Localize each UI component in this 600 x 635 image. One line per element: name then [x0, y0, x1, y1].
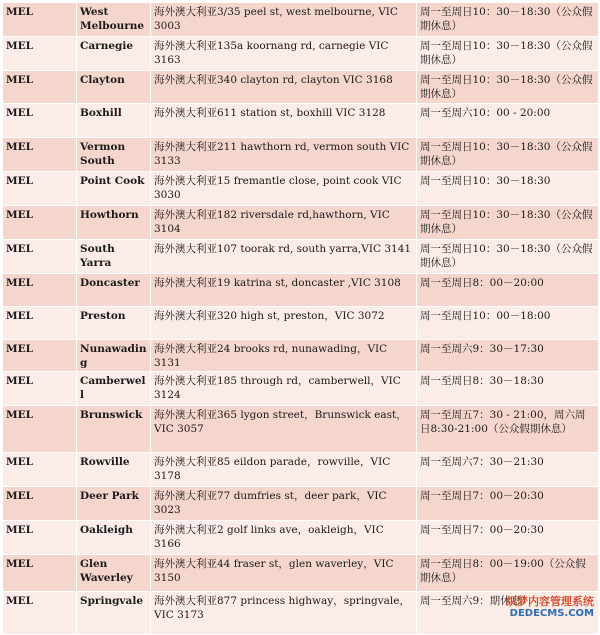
address-cell: 海外澳大利亚135a koornang rd, carnegie VIC 3163 — [151, 37, 417, 71]
table-row — [3, 487, 599, 521]
region-cell: MEL — [3, 240, 77, 274]
address-cell: 海外澳大利亚19 katrina st, doncaster ,VIC 3108 — [151, 274, 417, 307]
region-cell: MEL — [3, 104, 77, 138]
store-table — [2, 2, 599, 635]
region-cell: MEL — [3, 3, 77, 37]
watermark-domain: DEDECMS.COM — [509, 608, 594, 619]
hours-cell: 周一至周六9：期休息） — [417, 592, 599, 635]
address-cell: 海外澳大利亚340 clayton rd, clayton VIC 3168 — [151, 71, 417, 104]
table-row — [3, 372, 599, 406]
suburb-cell: Howthorn — [77, 206, 151, 240]
suburb-cell: Clayton — [77, 71, 151, 104]
region-cell: MEL — [3, 555, 77, 592]
address-cell: 海外澳大利亚3/35 peel st, west melbourne, VIC 3003 — [151, 3, 417, 37]
hours-cell: 周一至周日10：00－18:00 — [417, 307, 599, 340]
suburb-cell: West Melbourne — [77, 3, 151, 37]
region-cell: MEL — [3, 487, 77, 521]
suburb-cell: Brunswick — [77, 406, 151, 453]
table-row — [3, 307, 599, 340]
table-row — [3, 240, 599, 274]
suburb-cell: Rowville — [77, 453, 151, 487]
hours-cell: 周一至周六7：30－21:30 — [417, 453, 599, 487]
address-cell: 海外澳大利亚185 through rd，camberwell，VIC 3124 — [151, 372, 417, 406]
table-row — [3, 37, 599, 71]
region-cell: MEL — [3, 340, 77, 372]
address-cell: 海外澳大利亚15 fremantle close, point cook VIC 3030 — [151, 172, 417, 206]
table-row — [3, 406, 599, 453]
region-cell: MEL — [3, 71, 77, 104]
address-cell: 海外澳大利亚107 toorak rd, south yarra,VIC 3141 — [151, 240, 417, 274]
hours-cell: 周一至周日10：30－18:30 — [417, 172, 599, 206]
suburb-cell: Boxhill — [77, 104, 151, 138]
table-row — [3, 172, 599, 206]
hours-cell: 周一至周日7：00－20:30 — [417, 521, 599, 555]
suburb-cell: Deer Park — [77, 487, 151, 521]
suburb-cell: Glen Waverley — [77, 555, 151, 592]
hours-cell: 周一至周日10：30－18:30（公众假期休息） — [417, 206, 599, 240]
region-cell: MEL — [3, 307, 77, 340]
address-cell: 海外澳大利亚24 brooks rd, nunawading，VIC 3131 — [151, 340, 417, 372]
address-cell: 海外澳大利亚365 lygon street，Brunswick east，VIC 3057 — [151, 406, 417, 453]
suburb-cell: Camberwell — [77, 372, 151, 406]
suburb-cell: Preston — [77, 307, 151, 340]
region-cell: MEL — [3, 521, 77, 555]
table-row — [3, 71, 599, 104]
table-row — [3, 138, 599, 172]
hours-cell: 周一至周日8：00－19:00（公众假期休息） — [417, 555, 599, 592]
suburb-cell: Springvale — [77, 592, 151, 635]
suburb-cell: Carnegie — [77, 37, 151, 71]
watermark — [506, 596, 594, 620]
region-cell: MEL — [3, 138, 77, 172]
table-row — [3, 274, 599, 307]
suburb-cell: Point Cook — [77, 172, 151, 206]
hours-cell: 周一至周日8：30－18:30 — [417, 372, 599, 406]
hours-cell: 周一至周日10：30－18:30（公众假期休息） — [417, 240, 599, 274]
hours-cell: 周一至周日10：30－18:30（公众假期休息） — [417, 3, 599, 37]
hours-cell: 周一至周六10：00 - 20:00 — [417, 104, 599, 138]
address-cell: 海外澳大利亚44 fraser st，glen waverley，VIC 3150 — [151, 555, 417, 592]
region-cell: MEL — [3, 37, 77, 71]
hours-cell: 周一至周日10：30－18:30（公众假期休息） — [417, 138, 599, 172]
address-cell: 海外澳大利亚611 station st, boxhill VIC 3128 — [151, 104, 417, 138]
suburb-cell: South Yarra — [77, 240, 151, 274]
hours-cell: 周一至周六9：30－17:30 — [417, 340, 599, 372]
table-row — [3, 3, 599, 37]
table-row — [3, 340, 599, 372]
suburb-cell: Oakleigh — [77, 521, 151, 555]
address-cell: 海外澳大利亚77 dumfries st，deer park，VIC 3023 — [151, 487, 417, 521]
suburb-cell: Vermon South — [77, 138, 151, 172]
watermark-title: 织梦内容管理系统 — [506, 595, 594, 608]
address-cell: 海外澳大利亚211 hawthorn rd, vermon south VIC 3133 — [151, 138, 417, 172]
address-cell: 海外澳大利亚877 princess highway，springvale，VIC 3173 — [151, 592, 417, 635]
region-cell: MEL — [3, 372, 77, 406]
region-cell: MEL — [3, 274, 77, 307]
address-cell: 海外澳大利亚320 high st, preston，VIC 3072 — [151, 307, 417, 340]
table-row — [3, 104, 599, 138]
region-cell: MEL — [3, 406, 77, 453]
table-row — [3, 206, 599, 240]
hours-cell: 周一至周日7：00－20:30 — [417, 487, 599, 521]
hours-cell: 周一至周日10：30－18:30（公众假期休息） — [417, 37, 599, 71]
region-cell: MEL — [3, 592, 77, 635]
address-cell: 海外澳大利亚182 riversdale rd,hawthorn, VIC 3104 — [151, 206, 417, 240]
table-row — [3, 555, 599, 592]
hours-cell: 周一至周日10：30－18:30（公众假期休息） — [417, 71, 599, 104]
table-row — [3, 453, 599, 487]
region-cell: MEL — [3, 206, 77, 240]
address-cell: 海外澳大利亚85 eildon parade，rowville，VIC 3178 — [151, 453, 417, 487]
hours-cell: 周一至周日8：00－20:00 — [417, 274, 599, 307]
table-row — [3, 521, 599, 555]
region-cell: MEL — [3, 172, 77, 206]
hours-cell: 周一至周五7：30 - 21:00，周六周日8:30-21:00（公众假期休息） — [417, 406, 599, 453]
address-cell: 海外澳大利亚2 golf links ave，oakleigh，VIC 3166 — [151, 521, 417, 555]
suburb-cell: Nunawading — [77, 340, 151, 372]
region-cell: MEL — [3, 453, 77, 487]
suburb-cell: Doncaster — [77, 274, 151, 307]
